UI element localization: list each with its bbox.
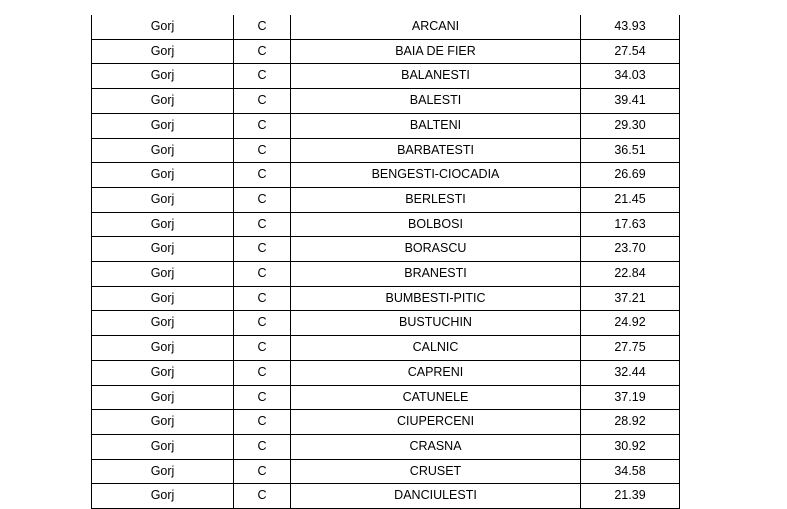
table-row	[92, 113, 680, 138]
table-row	[92, 385, 680, 410]
locality-cell: CAPRENI	[291, 360, 581, 385]
type-cell: C	[234, 89, 291, 114]
type-cell: C	[234, 484, 291, 509]
table-row	[92, 410, 680, 435]
value-cell: 34.58	[581, 459, 680, 484]
county-cell: Gorj	[92, 187, 234, 212]
county-cell: Gorj	[92, 311, 234, 336]
locality-cell: CRASNA	[291, 434, 581, 459]
type-cell: C	[234, 459, 291, 484]
table-row	[92, 89, 680, 114]
table-row	[92, 64, 680, 89]
locality-cell: BORASCU	[291, 237, 581, 262]
type-cell: C	[234, 311, 291, 336]
table-row	[92, 187, 680, 212]
type-cell: C	[234, 336, 291, 361]
type-cell: C	[234, 64, 291, 89]
locality-cell: CATUNELE	[291, 385, 581, 410]
locality-cell: BALESTI	[291, 89, 581, 114]
type-cell: C	[234, 212, 291, 237]
table-row	[92, 336, 680, 361]
county-cell: Gorj	[92, 64, 234, 89]
value-cell: 29.30	[581, 113, 680, 138]
locality-cell: DANCIULESTI	[291, 484, 581, 509]
value-cell: 37.19	[581, 385, 680, 410]
locality-cell: BRANESTI	[291, 262, 581, 287]
county-cell: Gorj	[92, 262, 234, 287]
table-row	[92, 311, 680, 336]
county-cell: Gorj	[92, 459, 234, 484]
value-cell: 21.45	[581, 187, 680, 212]
county-cell: Gorj	[92, 212, 234, 237]
locality-cell: ARCANI	[291, 15, 581, 39]
value-cell: 30.92	[581, 434, 680, 459]
type-cell: C	[234, 410, 291, 435]
type-cell: C	[234, 113, 291, 138]
locality-cell: CIUPERCENI	[291, 410, 581, 435]
value-cell: 23.70	[581, 237, 680, 262]
county-cell: Gorj	[92, 138, 234, 163]
type-cell: C	[234, 434, 291, 459]
locality-cell: BOLBOSI	[291, 212, 581, 237]
type-cell: C	[234, 138, 291, 163]
locality-cell: BAIA DE FIER	[291, 39, 581, 64]
locality-cell: BARBATESTI	[291, 138, 581, 163]
type-cell: C	[234, 286, 291, 311]
table-row	[92, 39, 680, 64]
locality-cell: BUSTUCHIN	[291, 311, 581, 336]
table-row	[92, 237, 680, 262]
county-cell: Gorj	[92, 89, 234, 114]
type-cell: C	[234, 385, 291, 410]
value-cell: 37.21	[581, 286, 680, 311]
county-cell: Gorj	[92, 15, 234, 39]
type-cell: C	[234, 15, 291, 39]
value-cell: 24.92	[581, 311, 680, 336]
locality-cell: BERLESTI	[291, 187, 581, 212]
table-row	[92, 459, 680, 484]
type-cell: C	[234, 237, 291, 262]
county-cell: Gorj	[92, 385, 234, 410]
locality-cell: BALANESTI	[291, 64, 581, 89]
value-cell: 32.44	[581, 360, 680, 385]
value-cell: 27.54	[581, 39, 680, 64]
county-cell: Gorj	[92, 484, 234, 509]
county-cell: Gorj	[92, 113, 234, 138]
locality-cell: BUMBESTI-PITIC	[291, 286, 581, 311]
type-cell: C	[234, 187, 291, 212]
table-row	[92, 138, 680, 163]
locality-cell: BENGESTI-CIOCADIA	[291, 163, 581, 188]
table-row	[92, 163, 680, 188]
county-cell: Gorj	[92, 286, 234, 311]
county-cell: Gorj	[92, 163, 234, 188]
type-cell: C	[234, 163, 291, 188]
table-row	[92, 212, 680, 237]
county-cell: Gorj	[92, 360, 234, 385]
value-cell: 43.93	[581, 15, 680, 39]
value-cell: 34.03	[581, 64, 680, 89]
value-cell: 17.63	[581, 212, 680, 237]
value-cell: 36.51	[581, 138, 680, 163]
value-cell: 28.92	[581, 410, 680, 435]
type-cell: C	[234, 360, 291, 385]
locality-table	[91, 15, 680, 509]
locality-cell: CRUSET	[291, 459, 581, 484]
county-cell: Gorj	[92, 237, 234, 262]
value-cell: 21.39	[581, 484, 680, 509]
county-cell: Gorj	[92, 410, 234, 435]
value-cell: 26.69	[581, 163, 680, 188]
locality-cell: BALTENI	[291, 113, 581, 138]
table-row	[92, 286, 680, 311]
county-cell: Gorj	[92, 39, 234, 64]
table-row	[92, 434, 680, 459]
type-cell: C	[234, 39, 291, 64]
value-cell: 39.41	[581, 89, 680, 114]
value-cell: 27.75	[581, 336, 680, 361]
table-body	[92, 15, 680, 509]
table-row	[92, 262, 680, 287]
table-row	[92, 360, 680, 385]
locality-cell: CALNIC	[291, 336, 581, 361]
type-cell: C	[234, 262, 291, 287]
county-cell: Gorj	[92, 336, 234, 361]
table-row	[92, 15, 680, 39]
county-cell: Gorj	[92, 434, 234, 459]
value-cell: 22.84	[581, 262, 680, 287]
table-row	[92, 484, 680, 509]
